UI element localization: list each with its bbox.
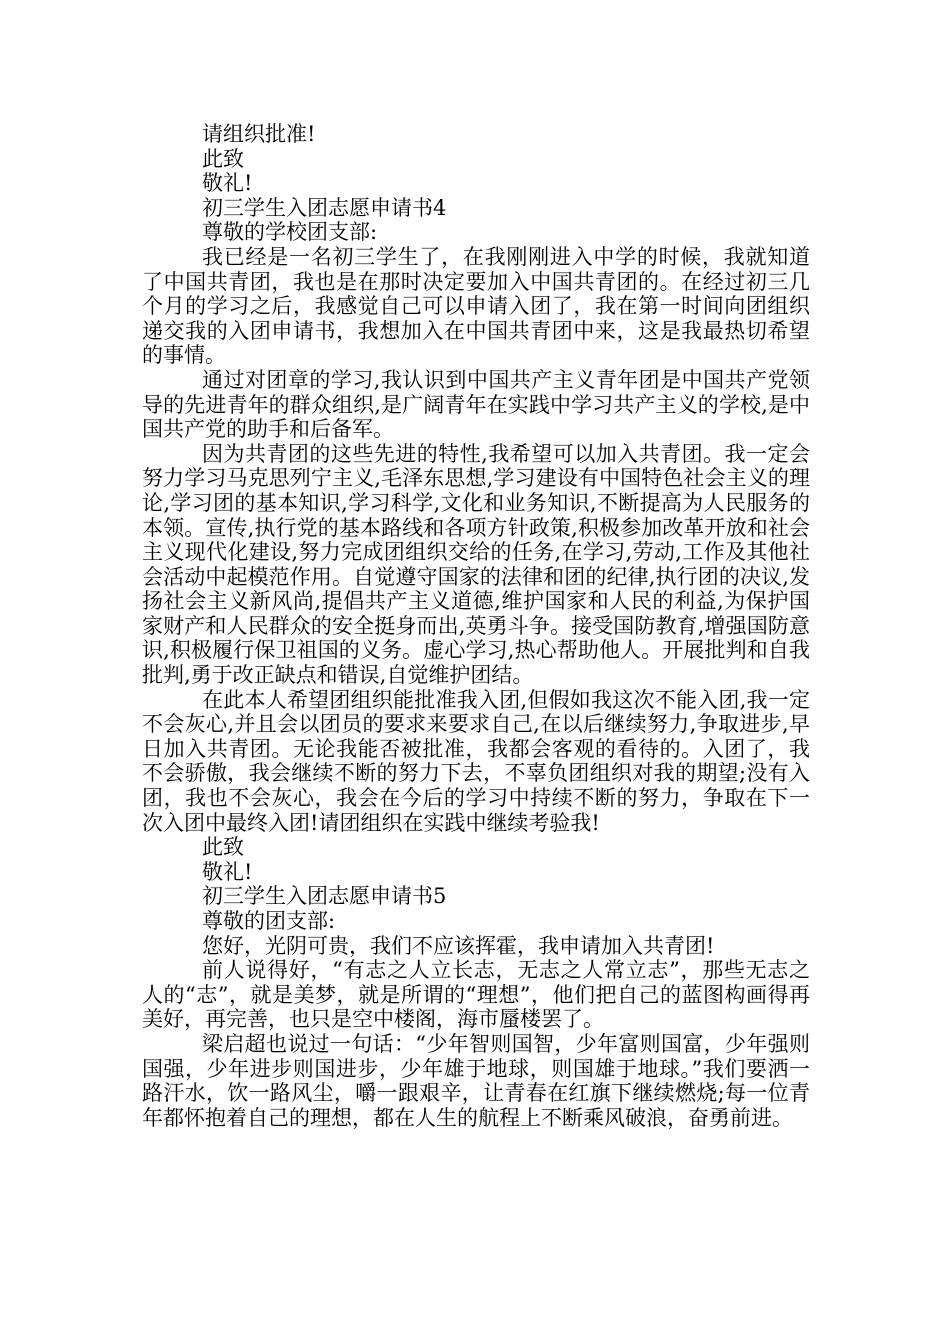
body-paragraph: 通过对团章的学习,我认识到中国共产主义青年团是中国共产党领导的先进青年的群众组织,是广阔青年在实践中学习共产主义的学校,是中国共产党的助手和后备军。 [142,367,810,442]
closing-regards: 敬礼! [202,859,253,884]
body-paragraph: 您好，光阴可贵，我们不应该挥霍，我申请加入共青团! [202,933,715,958]
body-paragraph: 前人说得好，“有志之人立长志，无志之人常立志”，那些无志之人的“志”，就是美梦，就是所谓的“理想”，他们把自己的蓝图构画得再美好，再完善，也只是空中楼阁，海市蜃楼罢了。 [142,958,810,1032]
body-paragraph: 我已经是一名初三学生了，在我刚刚进入中学的时候，我就知道了中国共青团，我也是在那时决定要加入中国共青团的。在经过初三几个月的学习之后，我感觉自己可以申请入团了，我在第一时间向团组织递交我的入团申请书，我想加入在中国共青团中来，这是我最热切希望的事情。 [142,244,810,368]
document-page [142,122,810,1130]
closing-salutation: 此致 [202,146,244,171]
closing-salutation: 此致 [202,835,244,860]
body-paragraph: 因为共青团的这些先进的特性,我希望可以加入共青团。我一定会努力学习马克思列宁主义,毛泽东思想,学习建设有中国特色社会主义的理论,学习团的基本知识,学习科学,文化和业务知识,不断提高为人民服务的本领。宣传,执行党的基本路线和各项方针政策,积极参加改革开放和社会主义现代化建设,努力完成团组织交给的任务,在学习,劳动,工作及其他社会活动中起模范作用。自觉遵守国家的法律和团的纪律,执行团的决议,发扬社会主义新风尚,提倡共产主义道德,维护国家和人民的利益,为保护国家财产和人民群众的安全挺身而出,英勇斗争。接受国防教育,增强国防意识,积极履行保卫祖国的义务。虚心学习,热心帮助他人。开展批判和自我批判,勇于改正缺点和错误,自觉维护团结。 [142,441,810,688]
closing-regards: 敬礼! [202,171,253,196]
approval-request-line: 请组织批准! [202,122,316,146]
section-title: 初三学生入团志愿申请书5 [202,884,447,909]
greeting: 尊敬的团支部: [202,909,336,933]
body-paragraph: 梁启超也说过一句话：“少年智则国智，少年富则国富，少年强则国强，少年进步则国进步，少年雄于地球，则国雄于地球。”我们要洒一路汗水，饮一路风尘，嚼一跟艰辛，让青春在红旗下继续燃烧;每一位青年都怀抱着自己的理想，都在人生的航程上不断乘风破浪，奋勇前进。 [142,1031,810,1130]
greeting: 尊敬的学校团支部: [202,220,378,245]
body-paragraph: 在此本人希望团组织能批准我入团,但假如我这次不能入团,我一定不会灰心,并且会以团员的要求来要求自己,在以后继续努力,争取进步,早日加入共青团。无论我能否被批准，我都会客观的看待的。入团了，我不会骄傲，我会继续不断的努力下去，不辜负团组织对我的期望;没有入团，我也不会灰心，我会在今后的学习中持续不断的努力，争取在下一次入团中最终入团!请团组织在实践中继续考验我! [142,687,810,835]
section-title: 初三学生入团志愿申请书4 [202,195,447,220]
